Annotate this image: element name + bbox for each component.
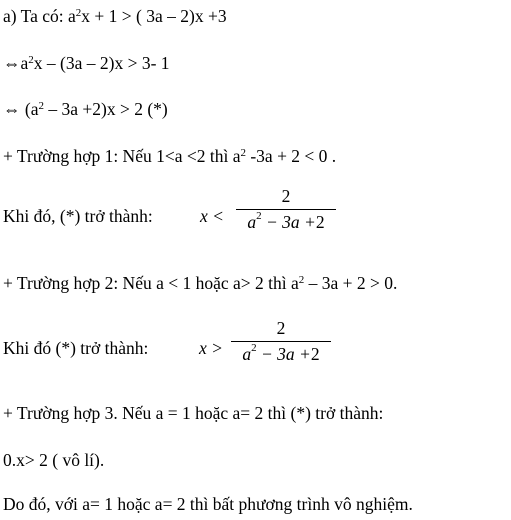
case-1-numerator: 2 [281, 186, 291, 206]
line-case-3: + Trường hợp 3. Nếu a = 1 hoặc a= 2 thì (*) trở thành: [3, 403, 384, 423]
case-2-fraction-bar [231, 341, 331, 342]
case-2-relation: x > [199, 338, 223, 358]
line-case-1: + Trường hợp 1: Nếu 1<a <2 thì $a^2$ -3a + 2 < 0 . [3, 146, 337, 166]
case-1-fraction [236, 186, 336, 232]
case-2-numerator: 2 [276, 318, 286, 338]
case-1-denominator: $a^2 - 3a +2$ [247, 210, 325, 232]
case-1-relation: x < [200, 206, 224, 226]
case-1-result-lead: Khi đó, (*) trở thành: [3, 206, 153, 226]
case-2-fraction [231, 318, 331, 364]
case-1-result [3, 186, 503, 246]
case-1-fraction-bar [236, 209, 336, 210]
line-conclusion: Do đó, với a= 1 hoặc a= 2 thì bất phương trình vô nghiệm. [3, 494, 413, 514]
case-2-result-lead: Khi đó (*) trở thành: [3, 338, 149, 358]
line-contradiction: 0.x> 2 ( vô lí). [3, 450, 105, 470]
line-equivalent-step-1: $\Leftrightarrow a^2x - (3a - 2)x > 3-$ 1 [3, 53, 170, 73]
case-2-denominator: $a^2 - 3a +2$ [242, 342, 320, 364]
case-2-result [3, 318, 503, 378]
line-equivalent-step-2: ⇔ $(a^2 - 3a +2)x > 2$ (*) [3, 99, 168, 119]
line-case-2: + Trường hợp 2: Nếu a < 1 hoặc a> 2 thì $a^2 - 3a + 2 > 0$. [3, 273, 398, 293]
line-inequality-statement: a) Ta có: $a^2x + 1$ > ( 3a – 2)x +3 [3, 6, 227, 26]
